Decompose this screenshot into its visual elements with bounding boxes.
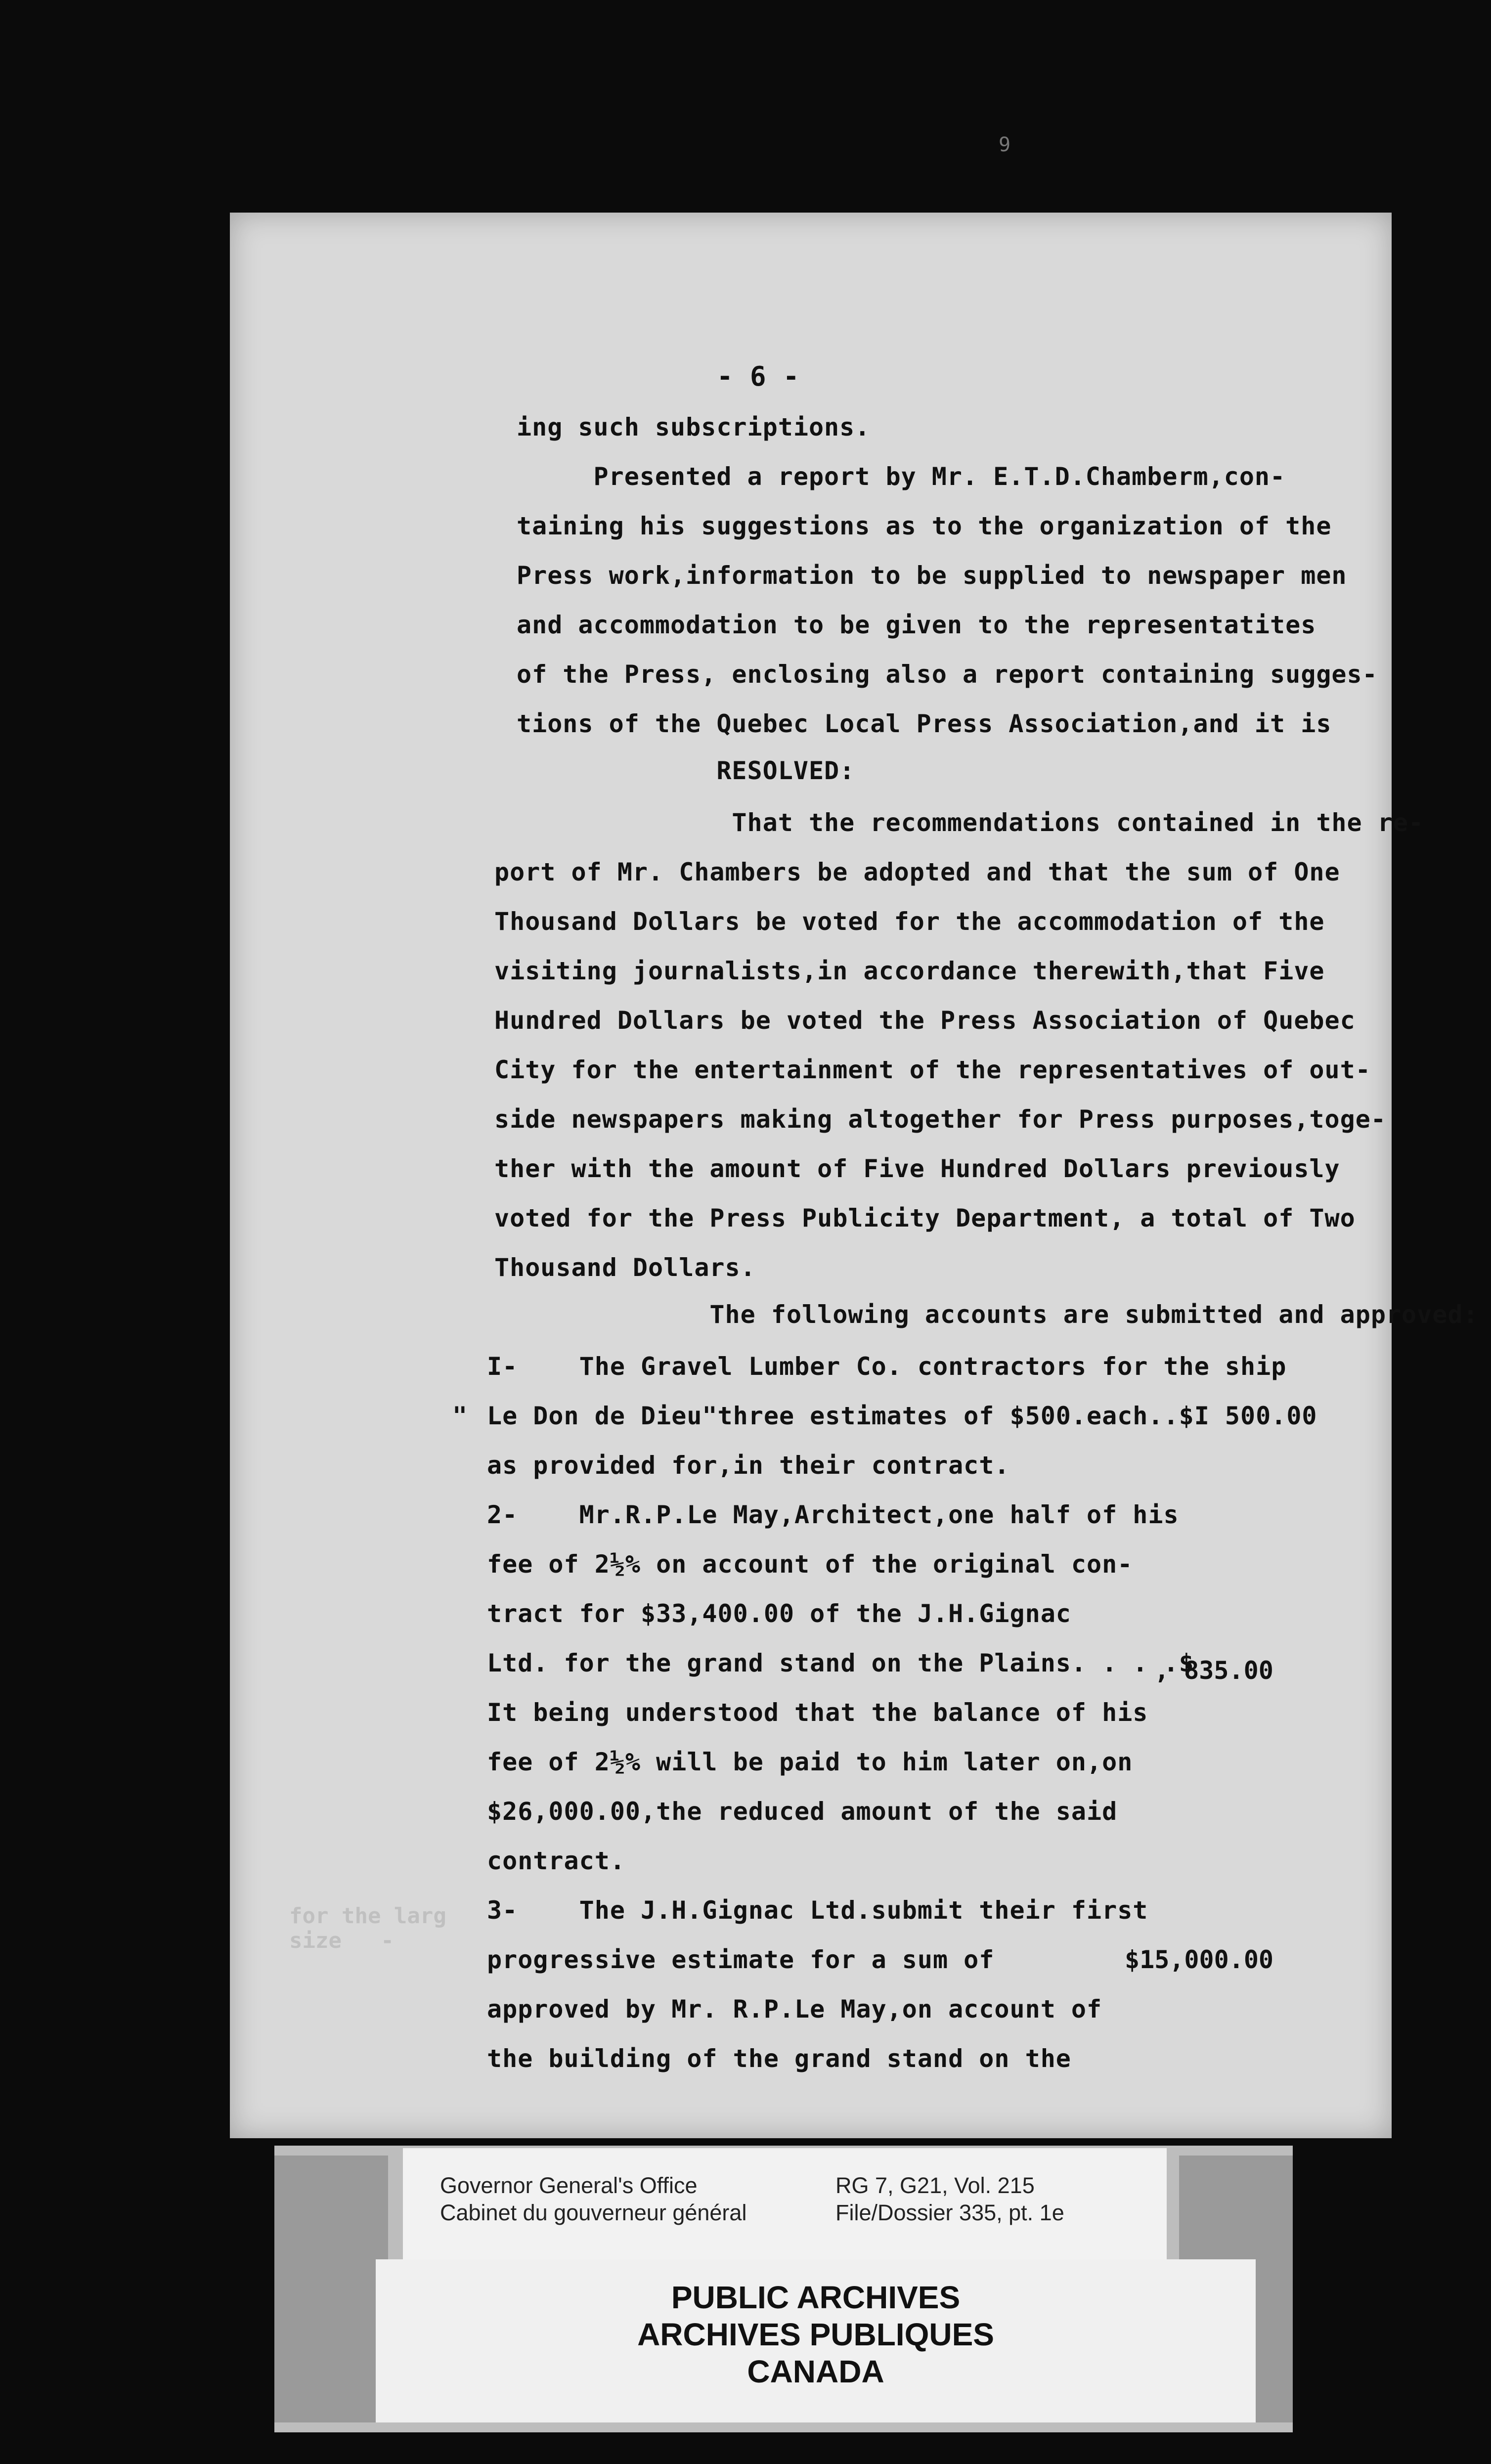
typed-line: That the recommendations contained in the re-	[517, 808, 1424, 837]
page-number: - 6 -	[717, 361, 800, 392]
typed-line: side newspapers making altogether for Press purposes,toge-	[494, 1105, 1386, 1134]
office-english: Governor General's Office	[440, 2173, 698, 2198]
typed-line: of the Press, enclosing also a report containing sugges-	[517, 660, 1378, 689]
typed-line: port of Mr. Chambers be adopted and that the sum of One	[494, 858, 1340, 886]
archives-line-country: CANADA	[747, 2354, 884, 2389]
record-group-reference: RG 7, G21, Vol. 215	[835, 2173, 1035, 2198]
typed-line: as provided for,in their contract.	[487, 1451, 1010, 1480]
typed-line: Le Don de Dieu"three estimates of $500.each..$I 500.00	[487, 1402, 1317, 1430]
file-reference: File/Dossier 335, pt. 1e	[835, 2200, 1064, 2225]
catalog-label	[403, 2148, 1167, 2262]
bleed-through-text: size -	[289, 1928, 394, 1953]
typed-line: 2- Mr.R.P.Le May,Architect,one half of his	[487, 1500, 1179, 1529]
typed-line: and accommodation to be given to the representatites	[517, 611, 1316, 639]
typed-line: tract for $33,400.00 of the J.H.Gignac	[487, 1599, 1071, 1628]
document-page	[230, 213, 1479, 2138]
film-frame-mark: 9	[999, 133, 1011, 156]
typed-line: Thousand Dollars.	[494, 1253, 756, 1282]
typed-line: Hundred Dollars be voted the Press Association of Quebec	[494, 1006, 1356, 1035]
typed-line: Ltd. for the grand stand on the Plains. . . .$	[487, 1649, 1194, 1677]
archives-line-french: ARCHIVES PUBLIQUES	[637, 2317, 994, 2352]
margin-quote-mark: "	[452, 1402, 468, 1430]
typed-line: taining his suggestions as to the organization of the	[517, 512, 1332, 540]
amount-15000: $15,000.00	[1125, 1945, 1274, 1974]
typed-line: $26,000.00,the reduced amount of the said	[487, 1797, 1118, 1826]
bleed-through-text: for the larg	[289, 1903, 446, 1929]
typed-line: RESOLVED:	[517, 756, 855, 785]
typed-line: voted for the Press Publicity Department, a total of Two	[494, 1204, 1356, 1232]
typed-line: visiting journalists,in accordance therewith,that Five	[494, 957, 1325, 985]
typed-line: approved by Mr. R.P.Le May,on account of	[487, 1995, 1102, 2024]
typed-line: tions of the Quebec Local Press Association,and it is	[517, 709, 1332, 738]
amount-835: , 835.00	[1154, 1656, 1273, 1685]
typed-line: It being understood that the balance of his	[487, 1698, 1148, 1727]
typed-line: Presented a report by Mr. E.T.D.Chamberm,con-	[517, 462, 1286, 491]
typed-line: The following accounts are submitted and approved:	[494, 1300, 1479, 1329]
archives-line-english: PUBLIC ARCHIVES	[671, 2280, 961, 2315]
typed-line: Press work,information to be supplied to newspaper men	[517, 561, 1347, 590]
typed-line: contract.	[487, 1847, 625, 1875]
typed-line: the building of the grand stand on the	[487, 2044, 1071, 2073]
typed-line: ther with the amount of Five Hundred Dollars previously	[494, 1154, 1340, 1183]
typed-line: progressive estimate for a sum of	[487, 1945, 995, 1974]
office-french: Cabinet du gouverneur général	[440, 2200, 747, 2225]
typed-line: ing such subscriptions.	[517, 413, 871, 441]
side-block-left	[274, 2156, 388, 2422]
typed-line: City for the entertainment of the representatives of out-	[494, 1056, 1371, 1084]
typed-line: fee of 2½% on account of the original con-	[487, 1550, 1133, 1579]
typed-line: Thousand Dollars be voted for the accommodation of the	[494, 907, 1325, 936]
typed-line: 3- The J.H.Gignac Ltd.submit their first	[487, 1896, 1148, 1925]
typed-line: I- The Gravel Lumber Co. contractors for the ship	[487, 1352, 1287, 1381]
archives-stamp	[376, 2259, 1256, 2422]
typed-line: fee of 2½% will be paid to him later on,on	[487, 1748, 1133, 1776]
